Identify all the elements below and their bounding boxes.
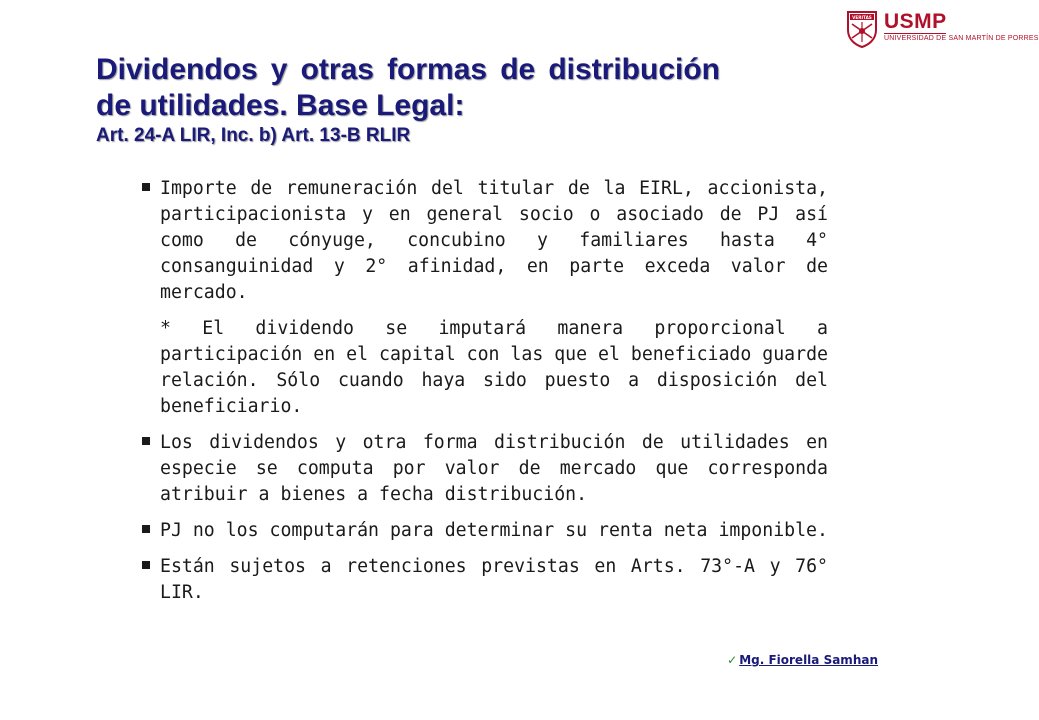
bullet-item [136,430,828,508]
bullet-item [136,176,828,306]
square-bullet-icon [142,183,150,191]
author-credit [727,653,878,667]
university-crest-icon [846,8,878,48]
title-main: Dividendos y otras formas de distribución de utilidades. Base Legal: [96,53,720,122]
usmp-logo [846,8,1039,50]
bullet-item [136,518,828,544]
bullet-text: Los dividendos y otra forma distribución de utilidades en especie se computa por valor de mercado que corresponda atribuir a bienes a fecha distribución. [160,432,828,505]
title-reference: Art. 24-A LIR, Inc. b) Art. 13-B RLIR [96,125,411,146]
slide-content [136,176,828,616]
checkmark-icon: ✓ [727,653,738,667]
square-bullet-icon [142,525,150,533]
bullet-text: PJ no los computarán para determinar su renta neta imponible. [160,520,828,541]
brand-subtitle: UNIVERSIDAD DE SAN MARTÍN DE PORRES [884,35,1039,42]
crest-text: VERITAS [852,15,872,20]
slide-title [96,52,720,148]
bullet-item [136,554,828,606]
brand-divider [884,33,946,34]
bullet-text: Están sujetos a retenciones previstas en Arts. 73°-A y 76° LIR. [160,556,828,603]
author-name: Mg. Fiorella Samhan [739,653,878,667]
square-bullet-icon [142,561,150,569]
note-paragraph: * El dividendo se imputará manera proporcional a participación en el capital con las que el beneficiado guarde relación. Sólo cuando haya sido puesto a disposición del beneficiario. [160,318,828,417]
brand-name: USMP [884,10,947,33]
bullet-text: Importe de remuneración del titular de la EIRL, accionista, participacionista y en general socio o asociado de PJ así como de cónyuge, concubino y familiares hasta 4° consanguinidad y 2° afinidad, en parte exceda valor de mercado. [160,178,828,303]
square-bullet-icon [142,437,150,445]
